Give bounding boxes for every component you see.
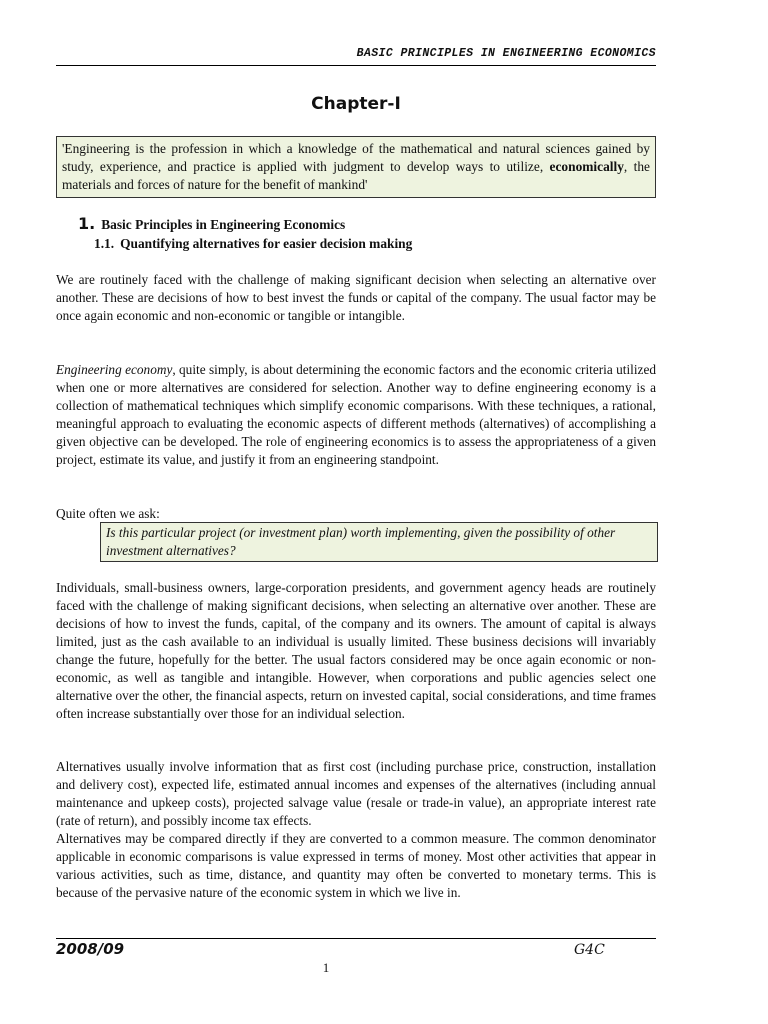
definition-quote-box [56, 136, 656, 198]
footer-year: 2008/09 [56, 940, 125, 958]
paragraph-4: Alternatives usually involve information that as first cost (including purchase price, construction, installation and delivery cost), expected life, estimated annual incomes and expenses of the alternatives (including annual maintenance and upkeep costs), projected salvage value (resale or trade-in value), an appropriate interest rate (rate of return), and possibly income tax effects. [56, 759, 656, 828]
subsection-number: 1.1. [94, 236, 115, 251]
paragraph-2-text: , quite simply, is about determining the economic factors and the economic criteria utilized when one or more alternatives are considered for selection. Another way to define engineering economy is a collection of mathematical techniques which simplify economic comparisons. With these techniques, a rational, meaningful approach to evaluating the economic aspects of different methods (alternatives) of accomplishing a given objective can be developed. The role of engineering economics is to assess the appropriateness of a given project, estimate its value, and justify it from an engineering standpoint. [56, 362, 656, 467]
section-heading [78, 214, 345, 233]
paragraph-1: We are routinely faced with the challenge of making significant decision when selecting an alternative over another. These are decisions of how to best invest the funds or capital of the company. The usual factor may be once again economic and non-economic or tangible or intangible. [56, 272, 656, 323]
section-number: 1. [78, 214, 96, 233]
footer-initials: G4C [574, 942, 605, 958]
term-engineering-economy: Engineering economy [56, 362, 173, 377]
running-header: BASIC PRINCIPLES IN ENGINEERING ECONOMICS [356, 47, 656, 60]
document-page [56, 0, 656, 1024]
ask-intro: Quite often we ask: [56, 506, 160, 521]
quote-text-end: , the materials and forces of nature for the benefit of mankind' [62, 159, 650, 192]
paragraph-3: Individuals, small-business owners, large-corporation presidents, and government agency heads are routinely faced with the challenge of making significant decisions, when selecting an alternative over another. These are decisions of how to invest the funds, capital, of the company and its owners. The amount of capital is always limited, just as the cash available to an individual is usually limited. These business decisions will invariably change the future, hopefully for the better. The usual factors considered may be once again economic or non-economic, as well as tangible and intangible. However, when corporations and public agencies select one alternative over the other, the financial aspects, return on invested capital, social considerations, and time frames often increase substantially over those for an individual selection. [56, 580, 656, 721]
paragraph-2 [56, 361, 656, 469]
quote-text-start: 'Engineering is the profession in which a knowledge of the mathematical and natural sciences gained by study, experience, and practice is applied with judgment to develop ways to utilize, [62, 141, 650, 174]
footer-rule [56, 938, 656, 939]
subsection-heading [94, 236, 412, 252]
chapter-title: Chapter-I [311, 94, 401, 114]
section-title: Basic Principles in Engineering Economics [101, 217, 346, 232]
paragraph-5: Alternatives may be compared directly if they are converted to a common measure. The common denominator applicable in economic comparisons is value expressed in terms of money. Most other activities that appear in various activities, such as time, distance, and quantity may often be converted to monetary terms. This is because of the pervasive nature of the economic system in which we live in. [56, 831, 656, 900]
question-box: Is this particular project (or investment plan) worth implementing, given the possibility of other investment alternatives? [100, 522, 658, 562]
quote-bold-word: economically [549, 159, 624, 174]
subsection-title: Quantifying alternatives for easier decision making [120, 236, 413, 251]
page-number: 1 [322, 960, 330, 975]
header-rule [56, 65, 656, 66]
